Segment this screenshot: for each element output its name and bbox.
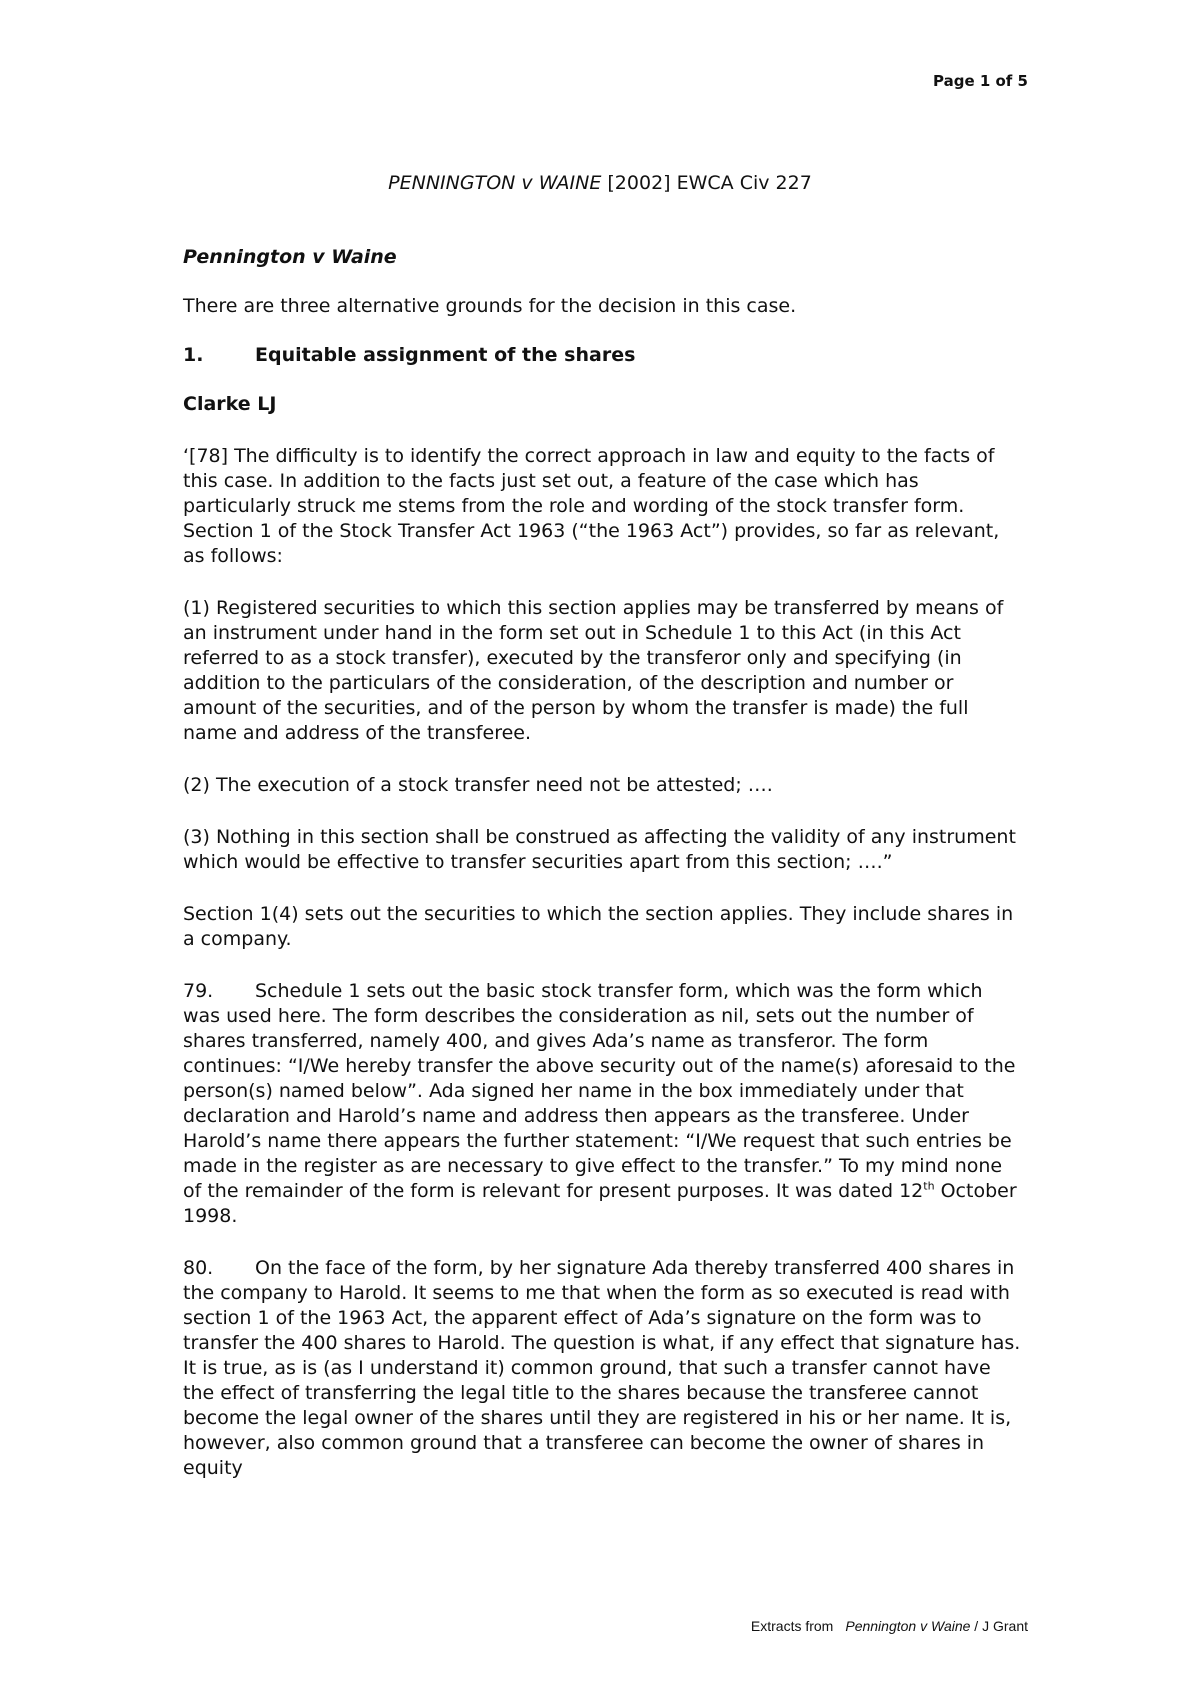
subtitle: Pennington v Waine xyxy=(183,246,397,268)
statute-subsection-2: (2) The execution of a stock transfer need not be attested; …. xyxy=(183,774,773,796)
statute-subsection-3: (3) Nothing in this section shall be construed as affecting the validity of any instrument which would be effective to transfer securities apart from this section; ….” xyxy=(183,826,1016,873)
section-number: 1. xyxy=(183,344,204,366)
paragraph-79 xyxy=(183,979,1025,1229)
footer-source: Pennington v Waine xyxy=(845,1618,971,1634)
paragraph-80-text: On the face of the form, by her signature Ada thereby transferred 400 shares in the company to Harold. It seems to me that when the form as so executed is read with section 1 of the 1963 Act, the apparent effect of Ada’s signature on the form was to transfer the 400 shares to Harold. The question is what, if any effect that signature has. It is true, as is (as I understand it) common ground, that such a transfer cannot have the effect of transferring the legal title to the shares because the transferee cannot become the legal owner of the shares until they are registered in his or her name. It is, however, also common ground that a transferee can become the owner of shares in equity xyxy=(183,1257,1021,1479)
paragraph-79-text: Schedule 1 sets out the basic stock transfer form, which was the form which was used here. The form describes the consideration as nil, sets out the number of shares transferred, namely 400, and gives Ada’s name as transferor. The form continues: “I/We hereby transfer the above security out of the name(s) aforesaid to the person(s) named below”. Ada signed her name in the box immediately under that declaration and Harold’s name and address then appears as the transferee. Under Harold’s name there appears the further statement: “I/We request that such entries be made in the register as are necessary to give effect to the transfer.” To my mind none of the remainder of the form is relevant for present purposes. It was dated 12 xyxy=(183,980,1016,1202)
section-heading-text: Equitable assignment of the shares xyxy=(255,344,636,366)
page-footer xyxy=(751,1618,1028,1634)
footer-author: / J Grant xyxy=(970,1618,1028,1634)
statute-subsection-1: (1) Registered securities to which this section applies may be transferred by means of an instrument under hand in the form set out in Schedule 1 to this Act (in this Act referred to as a stock transfer), executed by the transferor only and specifying (in addition to the particulars of the consideration, of the description and number or amount of the securities, and of the person by whom the transfer is made) the full name and address of the transferee. xyxy=(183,597,1004,744)
document-title xyxy=(0,172,1200,194)
section-heading xyxy=(183,343,1025,368)
document-body xyxy=(183,245,1025,1481)
footer-prefix: Extracts from xyxy=(750,1618,834,1634)
ordinal-suffix: th xyxy=(923,1179,935,1193)
intro-paragraph: There are three alternative grounds for the decision in this case. xyxy=(183,295,797,317)
judge-name: Clarke LJ xyxy=(183,393,277,415)
case-name: PENNINGTON v WAINE xyxy=(388,172,602,194)
paragraph-79-number: 79. xyxy=(183,980,214,1002)
paragraph-80-number: 80. xyxy=(183,1257,214,1279)
page-number: Page 1 of 5 xyxy=(933,72,1028,90)
paragraph-79-end: October 1998. xyxy=(183,1180,1017,1227)
paragraph-80 xyxy=(183,1256,1025,1481)
case-citation: [2002] EWCA Civ 227 xyxy=(601,172,812,194)
section-1-4-paragraph: Section 1(4) sets out the securities to which the section applies. They include shares in a company. xyxy=(183,903,1014,950)
paragraph-78: ‘[78] The difficulty is to identify the correct approach in law and equity to the facts of this case. In addition to the facts just set out, a feature of the case which has particularly struck me stems from the role and wording of the stock transfer form. Section 1 of the Stock Transfer Act 1963 (“the 1963 Act”) provides, so far as relevant, as follows: xyxy=(183,445,1000,567)
